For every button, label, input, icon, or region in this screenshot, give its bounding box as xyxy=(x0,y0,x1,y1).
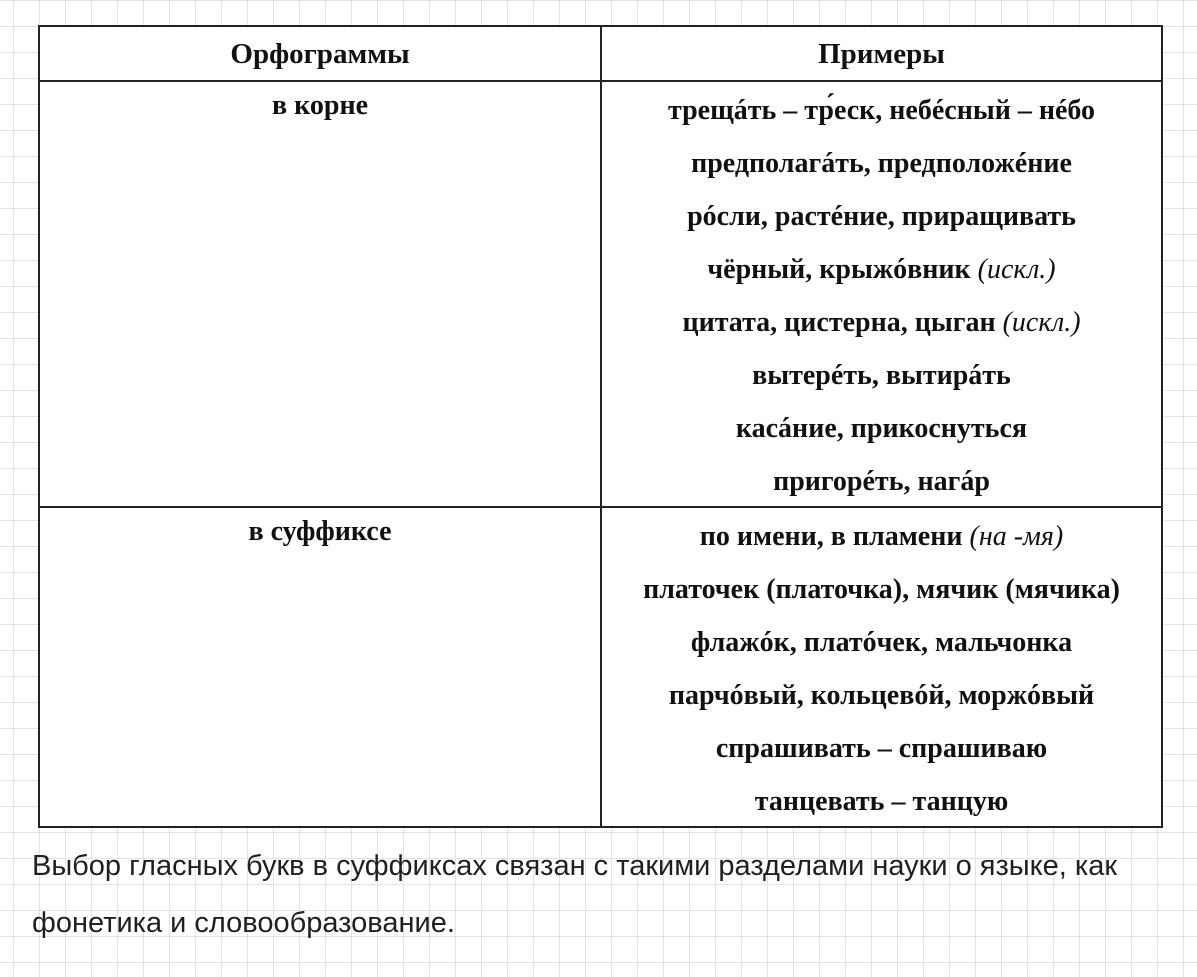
example-text: парчóвый, кольцевóй, моржóвый xyxy=(668,680,1095,711)
table-header-row xyxy=(40,27,1161,82)
examples-list-root xyxy=(602,82,1161,508)
example-text: вытерéть, вытирáть xyxy=(752,360,1011,391)
category-cell-root xyxy=(40,82,602,506)
example-item xyxy=(602,296,1161,349)
example-text: платочек (платочка), мячик (мячика) xyxy=(643,574,1120,605)
example-text: спрашивать – спрашиваю xyxy=(715,733,1048,764)
example-item xyxy=(602,455,1161,508)
example-item xyxy=(602,190,1161,243)
example-item xyxy=(602,775,1161,828)
caption-text: Выбор гласных букв в суффиксах связан с такими разделами науки о языке, как фонетика и словообразование. xyxy=(32,850,1118,939)
examples-cell-root xyxy=(602,82,1161,506)
example-note: (на -мя) xyxy=(969,521,1064,552)
category-suffix: в суффиксе xyxy=(248,516,392,547)
header-cell-examples xyxy=(602,27,1161,80)
example-text: цитата, цистерна, цыган xyxy=(682,307,996,338)
category-cell-suffix xyxy=(40,508,602,826)
orthogram-table xyxy=(38,25,1163,828)
example-text: пригорéть, нагáр xyxy=(773,466,990,497)
example-text: по имени, в пламени xyxy=(699,521,963,552)
example-item xyxy=(602,349,1161,402)
example-text: чёрный, крыжóвник xyxy=(707,254,971,285)
header-cell-orthograms xyxy=(40,27,602,80)
example-item xyxy=(602,137,1161,190)
table-row-suffix xyxy=(40,508,1161,826)
header-orthograms: Орфограммы xyxy=(230,38,410,70)
example-item xyxy=(602,243,1161,296)
example-item xyxy=(602,722,1161,775)
example-item xyxy=(602,616,1161,669)
example-note: (искл.) xyxy=(977,254,1056,285)
example-text: предполагáть, предположéние xyxy=(691,148,1072,179)
example-note: (искл.) xyxy=(1002,307,1081,338)
header-examples: Примеры xyxy=(818,38,945,70)
example-item xyxy=(602,669,1161,722)
example-item xyxy=(602,402,1161,455)
example-text: рóсли, растéние, приращивать xyxy=(687,201,1076,232)
example-text: трещáть – тр́еск, небéсный – нéбо xyxy=(667,95,1096,126)
example-text: касáние, прикоснуться xyxy=(735,413,1028,444)
category-root: в корне xyxy=(271,90,369,121)
example-item xyxy=(602,510,1161,563)
example-text: флажóк, платóчек, мальчонка xyxy=(690,627,1073,658)
table-row-root xyxy=(40,82,1161,508)
examples-list-suffix xyxy=(602,508,1161,828)
example-item xyxy=(602,563,1161,616)
examples-cell-suffix xyxy=(602,508,1161,826)
example-item xyxy=(602,84,1161,137)
example-text: танцевать – танцую xyxy=(754,786,1009,817)
